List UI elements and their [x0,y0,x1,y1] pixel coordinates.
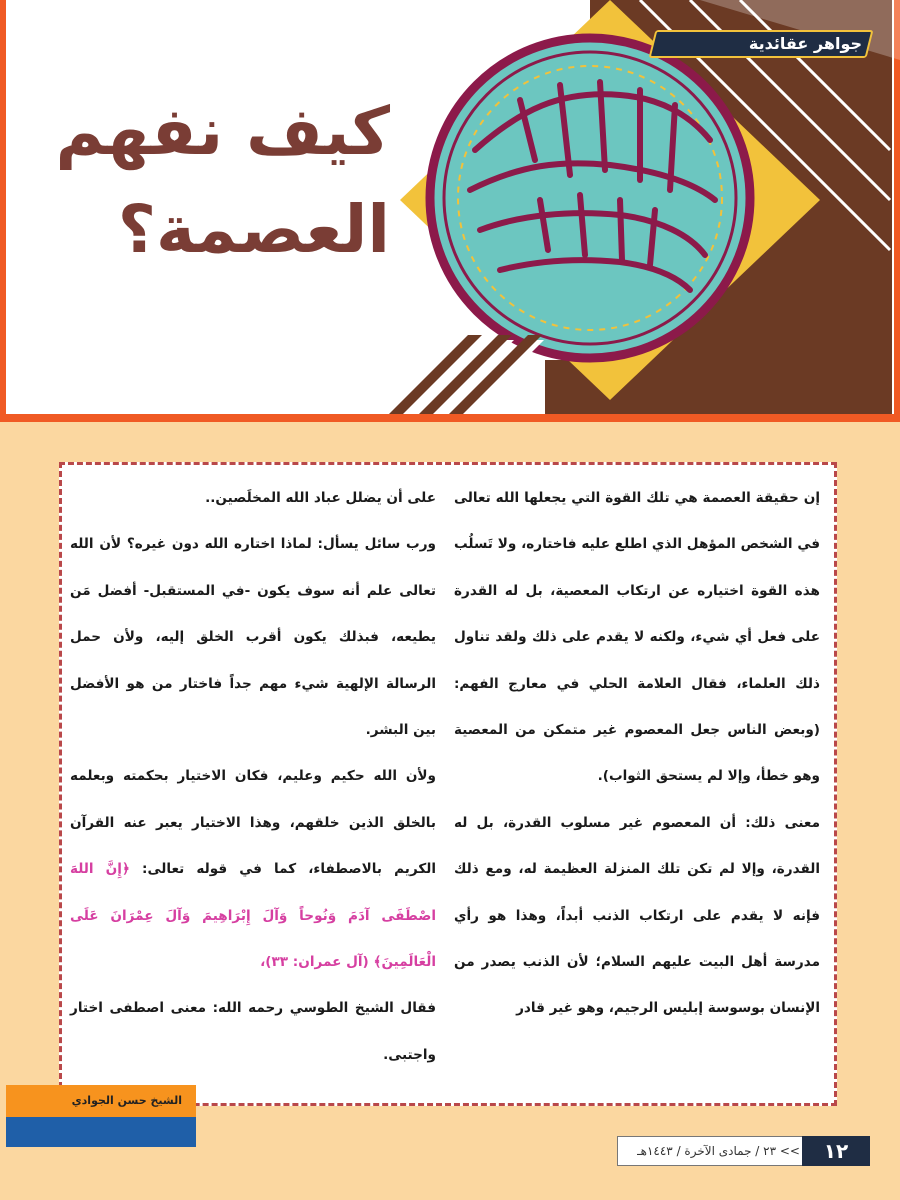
hero-bottom-border [0,414,900,422]
page-title-line-2: العصمة؟ [117,191,390,268]
page-title-line-1: كيف نفهم [55,93,390,170]
article-box [59,462,837,1106]
article-text: ولأن الله حكيم وعليم، فكان الاختيار بحكمته وبعلمه بالخلق الذين خلقهم، وهذا الاختيار يعبر عنه القرآن الكريم بالاصطفاء، كما في قوله تعالى: [70,768,436,878]
article-paragraph: معنى ذلك: أن المعصوم غير مسلوب القدرة، بل له القدرة، وإلا لم تكن تلك المنزلة العظيمة له، ومع ذلك فإنه لا يقدم على ارتكاب الذنب أبداً، وهذا هو رأي مدرسة أهل البيت عليهم السلام؛ لأن الذنب يصدر من الإنسان بوسوسة إبليس الرجيم، وهو غير قادر [454,814,820,1017]
brown-stripes [383,335,542,420]
article-left-column [70,475,436,1078]
section-badge: جواهر عقائدية [748,34,862,53]
article-paragraph: فقال الشيخ الطوسي رحمه الله: معنى اصطفى اختار واجتبى. [70,1000,436,1063]
author-bar-blue [6,1117,196,1147]
article-paragraph: على أن يضلل عباد الله المخلَصين.. [205,490,436,506]
emblem-circle [430,38,750,358]
article-right-column [454,475,820,1032]
article-paragraph: إن حقيقة العصمة هي تلك القوة التي يجعلها الله تعالى في الشخص المؤهل الذي اطلع عليه فاختاره، ولا تَسلُب هذه القوة اختياره عن ارتكاب المعصية، بل له القدرة على فعل أي شيء، ولكنه لا يقدم على ذلك ولقد تناول ذلك العلماء، فقال العلامة الحلي في معارج الفهم: (وبعض الناس جعل المعصوم غير متمكن من المعصية وهو خطأ، وإلا لم يستحق الثواب). [454,490,820,785]
quran-verse: ﴿إِنَّ اللهَ اصْطَفَى آدَمَ وَنُوحاً وَآلَ إِبْرَاهِيمَ وَآلَ عِمْرَانَ عَلَى الْعَالَمِينَ﴾ (آل عمران: ٣٣)، [70,861,436,971]
article-paragraph: ورب سائل يسأل: لماذا اختاره الله دون غيره؟ لأن الله تعالى علم أنه سوف يكون -في المستقبل- أفضل مَن يطيعه، فبذلك يكون أقرب الخلق إليه، ولأن حمل الرسالة الإلهية شيء مهم جداً فاختار من هو الأفضل بين البشر. [70,536,436,739]
article-paragraph-with-verse [70,753,436,985]
page-number: ١٢ [823,1139,849,1163]
issue-info: >> ٢٣ / جمادى الآخرة / ١٤٤٣هـ [637,1144,800,1158]
author-name: الشيخ حسن الجوادي [71,1094,182,1107]
